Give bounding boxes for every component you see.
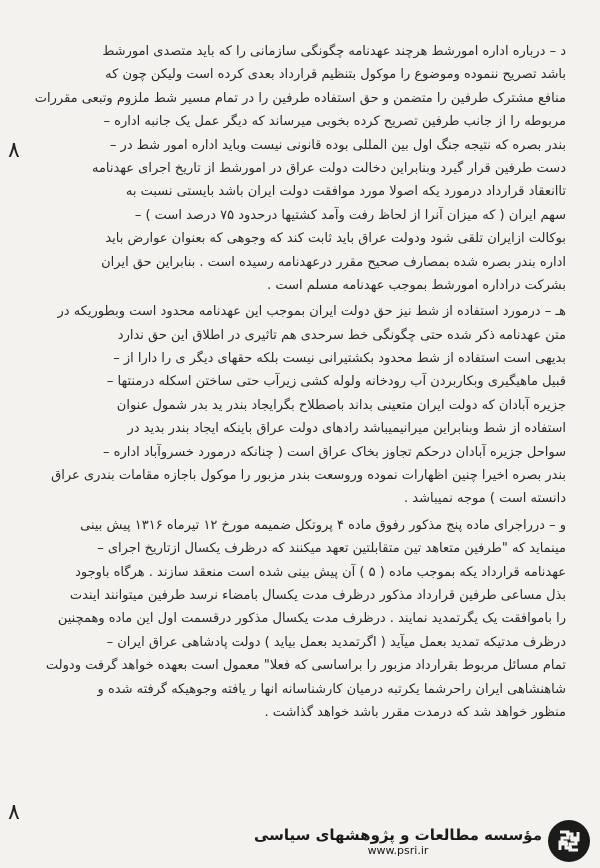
text-line: تاانعقاد قرارداد درمورد یکه اصولا مورد موافقت دولت ایران باشد بایستی نسبت به	[125, 184, 566, 200]
text-line: د – درباره اداره امورشط هرچند عهدنامه چگونگی سازمانی را که باید متصدی امورشط	[102, 44, 566, 59]
text-line: را باموافقت یک یگرتمدید نمایند . درظرف مدت یکسال مذکور درقسمت اول این ماده وهمچنین	[57, 611, 566, 627]
text-line: جزیره آبادان که دولت ایران متعینی بداند باصطلاح بگرایجاد بندر ید بدر شمول عنوان	[116, 397, 566, 413]
text-line: منظور خواهد شد که درمدت مقرر باشد خواهد گذاشت .	[264, 704, 566, 720]
text-line: هـ – درمورد استفاده از شط نیز حق دولت ایران بموجب این عهدنامه محدود است وبطوریکه در	[57, 304, 566, 320]
text-line: استفاده از شط وبنابراین میرانیمیباشد رادهای دولت عراق باینکه ایجاد بندر بدید در	[127, 421, 566, 437]
text-line: و – درراجرای ماده پنج مذکور رفوق ماده ۴ پروتکل ضمیمه مورخ ۱۲ تیرماه ۱۳۱۶ پیش بینی	[80, 517, 566, 533]
text-line: بشرکت دراداره امورشط بموجب عهدنامه مسلم است .	[267, 277, 566, 293]
institute-name: مؤسسه مطالعات و پژوهشهای سیاسی	[253, 825, 542, 844]
text-line: بندر بصره اخیرا چنین اظهارات نموده وروسعت بندر مزبور را موکول باجازه مقامات بندری عراق	[51, 468, 566, 484]
text-line: اداره بندر بصره شده بمصارف صحیح مقرر درعهدنامه رسیده است . بنابراین حق ایران	[101, 254, 566, 270]
website-link[interactable]: www.psri.ir	[367, 843, 429, 857]
text-line: بدیهی است استفاده از شط محدود بکشتیرانی نیست بلکه حقهای دیگر ی را دارا از –	[113, 351, 566, 367]
psri-logo-icon	[548, 820, 590, 862]
paragraph-shatt-usage	[28, 300, 566, 511]
text-line: باشد تصریح ننموده وموضوع را موکول بتنظیم قرارداد بعدی کرده است ولیکن چون که	[105, 67, 566, 83]
text-line: درظرف مدتیکه تمدید بعمل میآید ( اگرتمدید بعمل بیاید ) دولت پادشاهی عراق ایران –	[106, 634, 566, 650]
text-line: سهم ایران ( که میزان آنرا از لحاظ رفت وآمد کشتیها درحدود ۷۵ درصد است ) –	[134, 207, 566, 223]
text-line: تمام مسائل مربوط بقرارداد مزبور را براساسی که فعلا" معمول است بعهده خواهد گرفت ودولت	[45, 658, 566, 674]
text-line: دانسته است ) موجه نمیباشد .	[404, 491, 566, 507]
watermark-footer	[254, 820, 590, 862]
text-line: بذل مساعی طرفین قرارداد مذکور درظرف مدت یکسال بامضاء نرسد طرفین میتوانند ایندت	[69, 587, 566, 603]
paragraph-protocol-article	[28, 514, 566, 725]
paragraph-shatt-administration	[28, 40, 566, 297]
text-line: شاهنشاهی ایران راحرشما یکرتبه درمیان کارشناسانه انها ر یافته وجوهیکه گرفته شده و	[97, 681, 566, 697]
text-line: مربوطه را از جانب طرفین تصریح کرده بخوبی میرساند که دیگر عمل یک جانبه اداره –	[103, 114, 566, 130]
text-line: عهدنامه قرارداد یکه بموجب ماده ( ۵ ) آن پیش بینی شده است منعقد سازند . هرگاه باوجود	[75, 564, 566, 580]
text-line: بندر بصره که نتیجه جنگ اول بین المللی بوده قانونی نیست وباید اداره امور شط در –	[109, 137, 566, 153]
text-line: سواحل جزیره آبادان درحکم تجاوز بخاک عراق است ( چنانکه درمورد خسروآباد اداره –	[103, 444, 566, 460]
text-line: متن عهدنامه ذکر شده حتی چگونگی خط سرحدی هم تاثیری در اطلاق این حق ندارد	[117, 327, 566, 343]
margin-mark: ٨	[8, 800, 20, 825]
text-line: بوکالت ازایران تلقی شود ودولت عراق باید ثابت کند که وجوهی که بعنوان عوارض باید	[105, 231, 566, 247]
text-line: مینماید که "طرفین متعاهد تین متقابلتین تعهد میکنند که درظرف یکسال ازتاریخ اجرای –	[97, 541, 566, 557]
text-line: منافع مشترک طرفین را متضمن و حق استفاده طرفین را در تمام مسیر شط ملزوم وتبعی مقررات	[34, 90, 566, 106]
text-line: دست طرفین قرار گیرد وبنابراین دخالت دولت عراق در امورشط از تاریخ اجرای عهدنامه	[91, 160, 566, 176]
margin-mark: ٨	[8, 138, 20, 163]
text-line: قبیل ماهیگیری وبکاربردن آب رودخانه ولوله کشی زیرآب حتی ساختن اسکله درمنتها –	[106, 374, 566, 390]
document-body	[28, 40, 566, 724]
